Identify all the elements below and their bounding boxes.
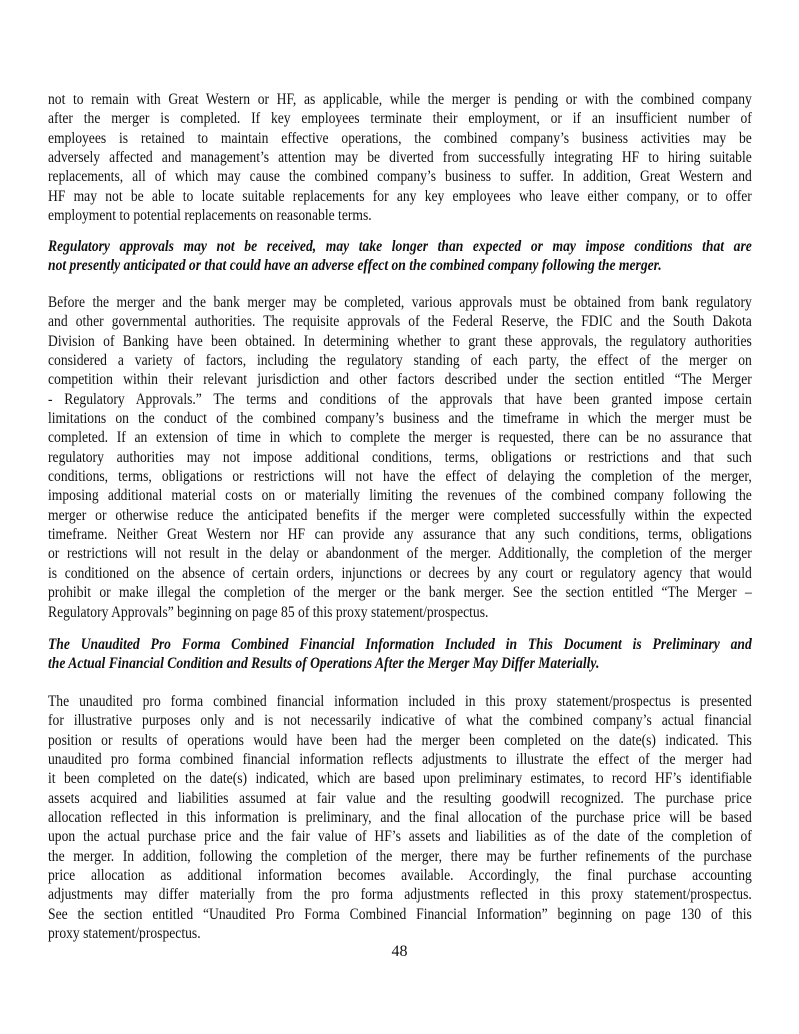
text-line: completed. If an extension of time in which to complete the merger is requested, there can be no assurance that: [48, 429, 752, 447]
text-line: The Unaudited Pro Forma Combined Financial Information Included in This Document is Preliminary and: [48, 636, 752, 653]
text-line: Regulatory Approvals” beginning on page 85 of this proxy statement/prospectus.: [48, 603, 489, 621]
text-line: upon the actual purchase price and the fair value of HF’s assets and liabilities as of the date of the completion of: [48, 828, 752, 846]
text-line: Division of Banking have been obtained. In determining whether to grant these approvals, the regulatory authorities: [48, 332, 752, 350]
text-line: unaudited pro forma combined financial information reflects adjustments to illustrate the effect of the merger had: [48, 751, 752, 769]
text-line: replacements, all of which may cause the combined company’s business to suffer. In addition, Great Western and: [48, 168, 752, 186]
text-line: adversely affected and management’s attention may be diverted from successfully integrating HF to hiring suitable: [48, 149, 752, 167]
paragraph-regulatory-approvals: [48, 293, 752, 622]
text-line: See the section entitled “Unaudited Pro Forma Combined Financial Information” beginning on page 130 of this: [48, 905, 752, 923]
text-line: Before the merger and the bank merger may be completed, various approvals must be obtained from bank regulatory: [48, 294, 752, 311]
text-line: employment to potential replacements on reasonable terms.: [48, 207, 372, 225]
text-line: adjustments may differ materially from the pro forma adjustments reflected in this proxy statement/prospectus.: [48, 886, 752, 904]
text-line: is conditioned on the absence of certain orders, injunctions or decrees by any court or regulatory agency that would: [48, 564, 752, 582]
text-line: the Actual Financial Condition and Results of Operations After the Merger May Differ Materially.: [48, 655, 600, 673]
text-line: proxy statement/prospectus.: [48, 925, 201, 943]
text-line: for illustrative purposes only and is not necessarily indicative of what the combined company’s actual financial: [48, 712, 752, 730]
paragraph-pro-forma-financial-information: [48, 692, 752, 943]
text-line: - Regulatory Approvals.” The terms and conditions of the approvals that have been granted impose certain: [48, 390, 752, 408]
text-line: price allocation as additional information becomes available. Accordingly, the final purchase accounting: [48, 867, 752, 885]
text-line: allocation reflected in this information is preliminary, and the final allocation of the purchase price will be based: [48, 809, 752, 827]
text-line: employees is retained to maintain effective operations, the combined company’s business activities may be: [48, 129, 752, 147]
text-line: competition within their relevant jurisdiction and other factors described under the section entitled “The Merger: [48, 371, 752, 389]
text-line: Regulatory approvals may not be received, may take longer than expected or may impose conditions that are: [48, 238, 752, 255]
text-line: after the merger is completed. If key employees terminate their employment, or if an insufficient number of: [48, 110, 752, 128]
text-line: regulatory authorities may not impose additional conditions, terms, obligations or restrictions and that such: [48, 448, 752, 466]
page-number: 48: [391, 943, 408, 960]
text-line: conditions, terms, obligations or restrictions will not have the effect of delaying the completion of the merger,: [48, 468, 752, 486]
heading-pro-forma-financial-information: [48, 635, 752, 674]
text-line: not presently anticipated or that could have an adverse effect on the combined company following the merger.: [48, 257, 662, 275]
text-line: HF may not be able to locate suitable replacements for any key employees who leave either company, or to offer: [48, 187, 752, 205]
text-line: or restrictions will not result in the delay or abandonment of the merger. Additionally, the completion of the merger: [48, 545, 752, 563]
text-line: not to remain with Great Western or HF, as applicable, while the merger is pending or with the combined company: [48, 91, 752, 108]
text-line: timeframe. Neither Great Western nor HF can provide any assurance that any such conditions, terms, obligations: [48, 526, 752, 544]
text-line: and other governmental authorities. The requisite approvals of the Federal Reserve, the FDIC and the South Dakota: [48, 313, 752, 331]
text-line: assets acquired and liabilities assumed at fair value and the resulting goodwill recognized. The purchase price: [48, 789, 752, 807]
text-line: position or results of operations would have been had the merger been completed on the date(s) indicated. This: [48, 731, 752, 749]
paragraph-key-employees: [48, 90, 752, 225]
text-line: merger or otherwise reduce the anticipated benefits if the merger were completed successfully within the expected: [48, 506, 752, 524]
text-line: The unaudited pro forma combined financial information included in this proxy statement/prospectus is presented: [48, 693, 752, 710]
text-line: the merger. In addition, following the completion of the merger, there may be further refinements of the purchase: [48, 847, 752, 865]
heading-regulatory-approvals: [48, 237, 752, 276]
text-line: considered a variety of factors, including the regulatory standing of each party, the effect of the merger on: [48, 352, 752, 370]
text-line: it been completed on the date(s) indicated, which are based upon preliminary estimates, to record HF’s identifiable: [48, 770, 752, 788]
text-line: limitations on the conduct of the combined company’s business and the timeframe in which the merger must be: [48, 410, 752, 428]
text-line: prohibit or make illegal the completion of the merger or the bank merger. See the section entitled “The Merger –: [48, 584, 752, 602]
text-line: imposing additional material costs on or materially limiting the revenues of the combined company following the: [48, 487, 752, 505]
